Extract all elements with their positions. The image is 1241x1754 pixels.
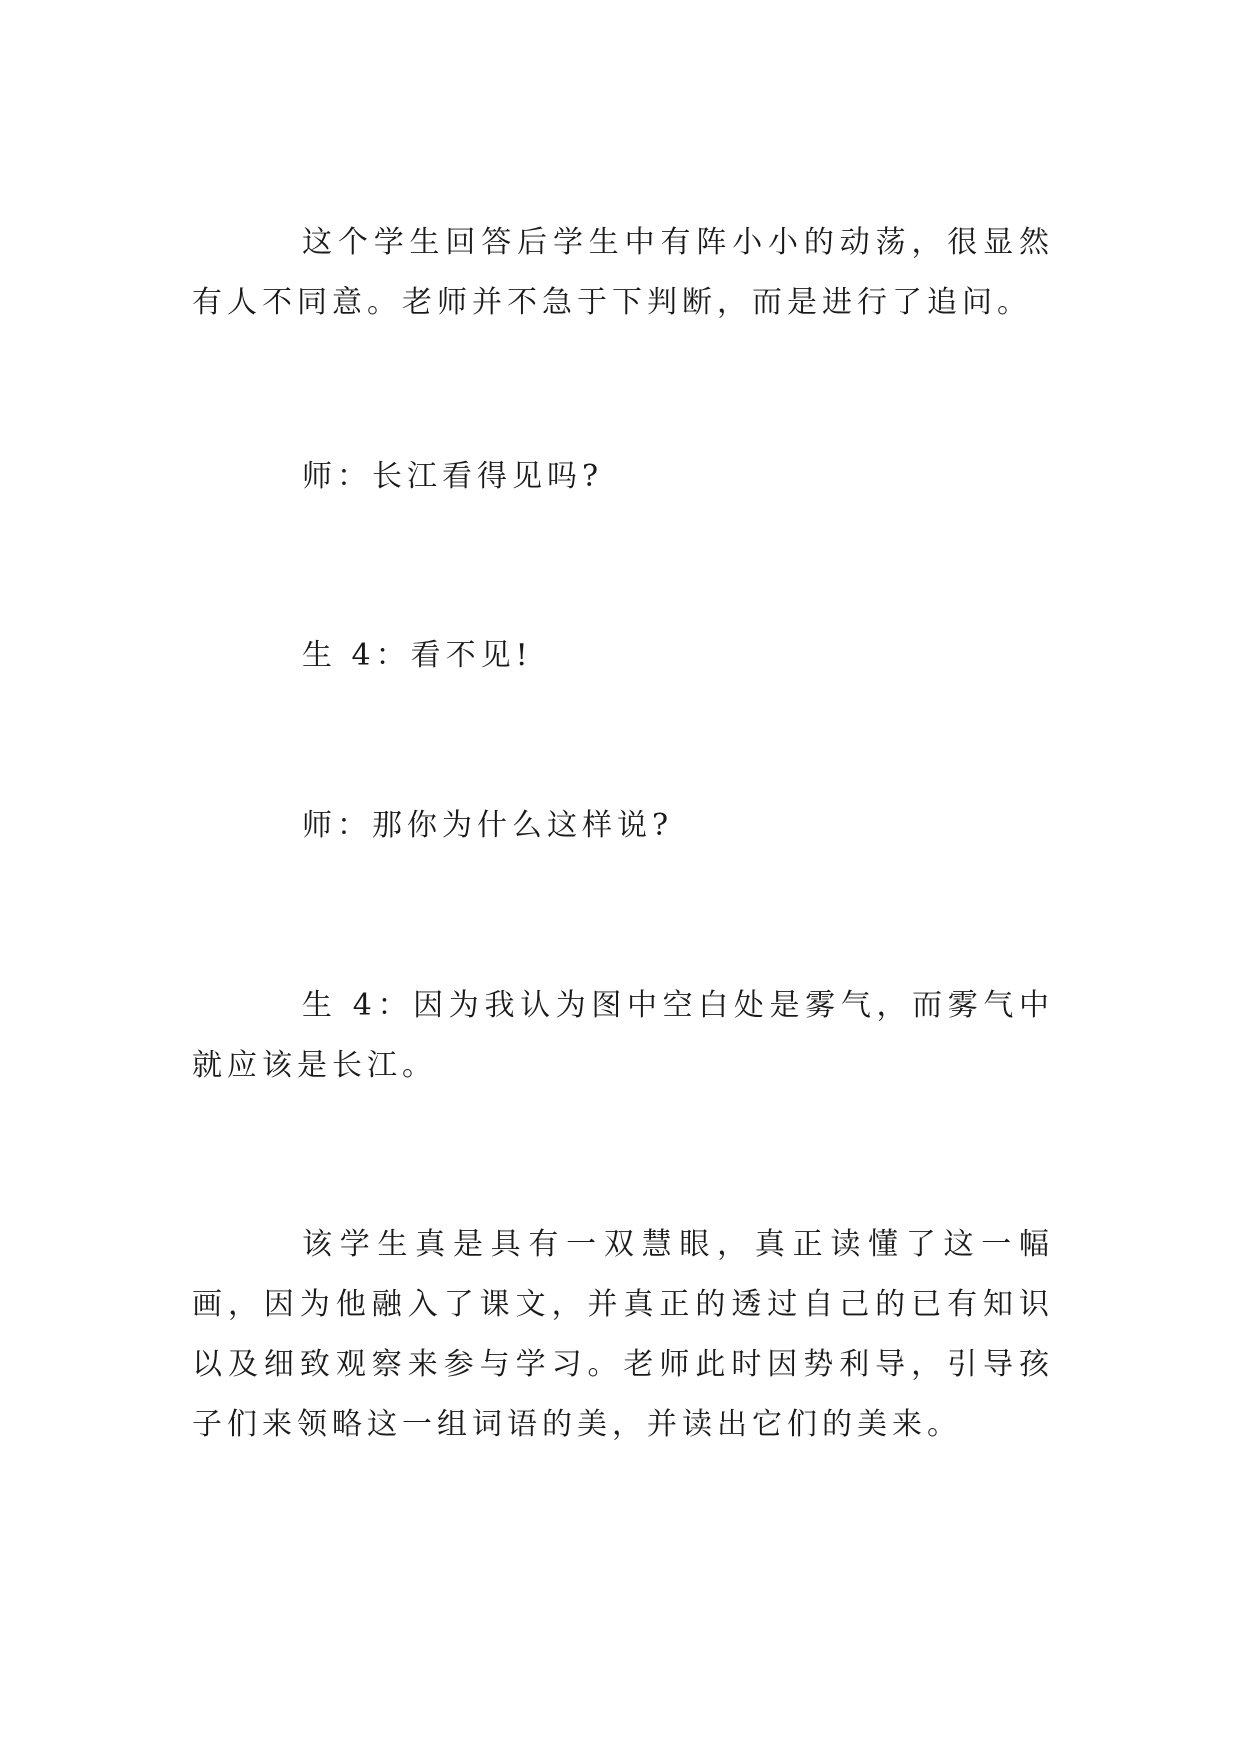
paragraph-student-answer-2: 生 4：因为我认为图中空白处是雾气，而雾气中就应该是长江。 <box>192 988 1054 1083</box>
paragraph-teacher-question-1: 师：长江看得见吗? <box>302 459 604 494</box>
paragraph-student-answer-1: 生 4：看不见! <box>302 638 533 673</box>
paragraph-commentary: 该学生真是具有一双慧眼，真正读懂了这一幅画，因为他融入了课文，并真正的透过自己的已有知识以及细致观察来参与学习。老师此时因势利导，引导孩子们来领略这一组词语的美，并读出它们的美来。 <box>192 1227 1054 1442</box>
paragraph-teacher-question-2: 师：那你为什么这样说? <box>302 808 674 843</box>
paragraph-student-reaction: 这个学生回答后学生中有阵小小的动荡，很显然有人不同意。老师并不急于下判断，而是进行了追问。 <box>192 225 1054 320</box>
